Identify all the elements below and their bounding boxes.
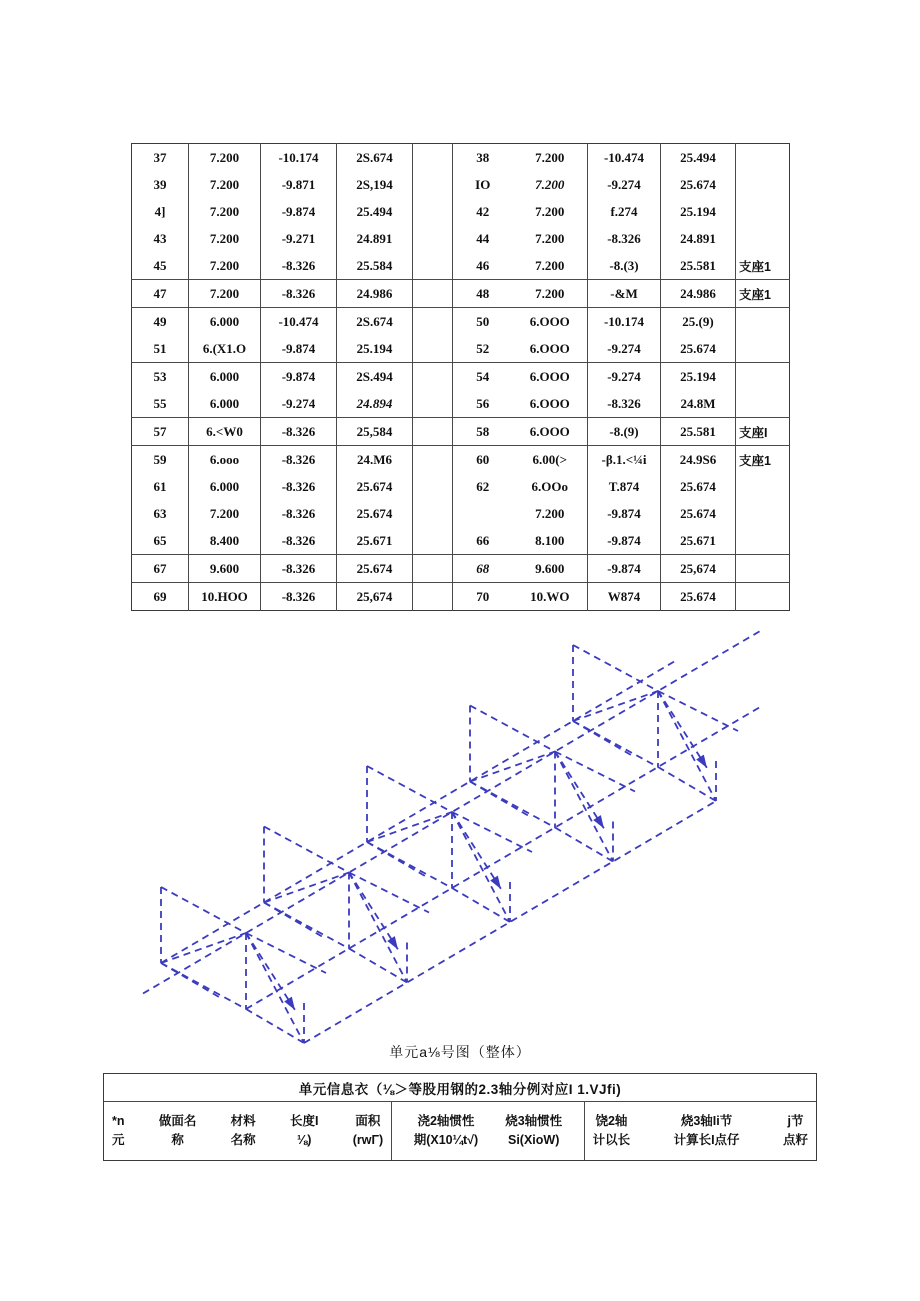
node-table-row <box>132 527 790 555</box>
node-coordinate-cell: 7.200 <box>535 230 565 246</box>
node-table-row <box>132 144 790 172</box>
support-label-cell <box>736 390 790 418</box>
node-coordinate-cell: 56 <box>453 390 513 418</box>
element-table-header-group <box>104 1102 391 1160</box>
node-coordinate-cell: -9.274 <box>261 390 337 418</box>
support-label-cell: 支座1 <box>736 280 790 308</box>
node-coordinate-cell: 52 <box>453 335 513 363</box>
node-coordinate-cell <box>413 555 453 583</box>
node-coordinate-cell: 24.M6 <box>337 446 413 474</box>
node-coordinate-cell: 66 <box>453 527 513 555</box>
node-coordinate-cell: 6.OOO <box>529 368 570 384</box>
element-table-header-item <box>112 1112 125 1150</box>
node-coordinate-cell: 2S,194 <box>337 171 413 198</box>
node-coordinate-cell: 25,674 <box>337 583 413 611</box>
element-table-header-item <box>353 1112 383 1150</box>
support-label-cell <box>736 583 790 611</box>
support-label-cell <box>736 363 790 391</box>
support-label-cell: 支座I <box>736 418 790 446</box>
node-table-row <box>132 308 790 336</box>
truss-line <box>349 949 407 983</box>
node-coordinate-cell <box>413 252 453 280</box>
node-coordinate-cell: 8.400 <box>189 527 261 555</box>
node-coordinate-cell: 7.200 <box>189 500 261 527</box>
node-coordinate-cell: 69 <box>153 588 167 604</box>
node-coordinate-cell <box>413 527 453 555</box>
node-coordinate-cell: -8.326 <box>588 390 661 418</box>
node-coordinate-cell: 25.674 <box>337 500 413 527</box>
node-table-row <box>132 500 790 527</box>
node-coordinate-cell <box>413 308 453 336</box>
node-coordinate-cell: -β.1.<¼i <box>588 446 661 474</box>
node-coordinate-cell: 6.000 <box>189 390 261 418</box>
node-coordinate-cell: 7.200 <box>513 252 588 280</box>
element-table-header-item <box>505 1112 562 1150</box>
node-coordinate-cell: 62 <box>453 473 513 500</box>
node-coordinate-cell <box>413 144 453 172</box>
node-coordinate-cell: -8.326 <box>261 500 337 527</box>
node-coordinate-cell: 48 <box>453 280 513 308</box>
node-coordinate-cell: 7.200 <box>189 225 261 252</box>
node-coordinate-cell: 24.9S6 <box>661 446 736 474</box>
truss-line <box>161 963 219 997</box>
node-coordinate-cell: 47 <box>132 280 189 308</box>
truss-line <box>452 888 510 922</box>
header-item-line: 材料 <box>230 1114 256 1129</box>
node-coordinate-cell: 67 <box>132 555 189 583</box>
node-coordinate-cell: -10.174 <box>588 308 661 336</box>
truss-line <box>452 812 510 922</box>
node-coordinate-cell <box>413 446 453 474</box>
node-coordinate-cell: 10.HOO <box>189 583 261 611</box>
node-coordinate-cell: 43 <box>153 230 167 246</box>
node-coordinate-table <box>131 143 790 611</box>
header-item-line: 烧3轴Ii节 <box>680 1114 733 1129</box>
node-coordinate-cell: 6.OOO <box>513 335 588 363</box>
node-coordinate-cell: 25.674 <box>661 500 736 527</box>
node-coordinate-cell: 63 <box>153 505 167 521</box>
node-coordinate-cell: -9.271 <box>261 225 337 252</box>
node-coordinate-cell: 25.194 <box>661 198 736 225</box>
node-coordinate-cell: 7.200 <box>513 280 588 308</box>
node-coordinate-cell: 25.581 <box>661 418 736 446</box>
node-coordinate-cell: 24.986 <box>337 280 413 308</box>
node-coordinate-cell <box>413 280 453 308</box>
node-coordinate-cell: 25.581 <box>661 252 736 280</box>
node-table-row <box>132 335 790 363</box>
node-table-row <box>132 225 790 252</box>
header-item-line: 浇2轴惯性 <box>417 1114 475 1129</box>
support-label-cell <box>736 171 790 198</box>
node-coordinate-cell: 6.(X1.O <box>189 335 261 363</box>
header-item-line: j节 <box>787 1114 804 1129</box>
support-label-cell <box>736 308 790 336</box>
node-coordinate-cell: 25.494 <box>661 144 736 172</box>
node-coordinate-cell <box>413 473 453 500</box>
truss-line <box>367 766 452 812</box>
node-table-row <box>132 555 790 583</box>
node-coordinate-cell: -9.874 <box>588 555 661 583</box>
node-coordinate-cell: 24.891 <box>661 225 736 252</box>
node-coordinate-cell: 7.200 <box>535 176 565 192</box>
node-coordinate-cell: 9.600 <box>513 555 588 583</box>
truss-line <box>452 812 532 852</box>
node-coordinate-cell: -8.(9) <box>588 418 661 446</box>
truss-line <box>264 827 349 873</box>
node-coordinate-cell: 2S.674 <box>337 144 413 172</box>
node-coordinate-cell: f.274 <box>588 198 661 225</box>
node-coordinate-cell: -9.874 <box>261 363 337 391</box>
truss-line <box>658 691 716 801</box>
element-table-header-group <box>391 1102 583 1160</box>
node-coordinate-cell: -8.326 <box>588 225 661 252</box>
truss-line <box>246 933 304 1043</box>
element-table-title: 单元信息衣（⅛＞等股用钢的2.3轴分例对应I 1.VJfi) <box>104 1074 816 1102</box>
support-label-cell <box>736 198 790 225</box>
element-table-header-item <box>593 1112 631 1150</box>
node-coordinate-cell: 53 <box>153 368 167 384</box>
element-table-header-item <box>674 1112 740 1150</box>
node-coordinate-cell: -9.274 <box>588 171 661 198</box>
header-item-line: 称 <box>171 1133 184 1147</box>
node-coordinate-cell: 25.674 <box>337 473 413 500</box>
element-table-header-group <box>584 1102 816 1160</box>
node-coordinate-cell: -8.326 <box>261 555 337 583</box>
node-coordinate-cell: 7.200 <box>189 171 261 198</box>
node-coordinate-cell: -9.874 <box>261 335 337 363</box>
node-coordinate-cell: 7.200 <box>535 505 565 521</box>
node-coordinate-cell: 10.WO <box>530 588 570 604</box>
element-info-table <box>103 1073 817 1161</box>
node-coordinate-cell <box>413 225 453 252</box>
header-item-line: 做面名 <box>158 1114 197 1129</box>
support-label-cell <box>736 335 790 363</box>
node-coordinate-cell: 25.671 <box>337 527 413 555</box>
node-coordinate-cell: 6.000 <box>189 308 261 336</box>
element-table-header-row <box>104 1102 816 1160</box>
truss-line <box>264 903 322 937</box>
node-coordinate-cell: 24.891 <box>337 225 413 252</box>
node-coordinate-cell: 6.000 <box>189 473 261 500</box>
node-coordinate-cell: 25.494 <box>337 198 413 225</box>
element-table-header-item <box>414 1112 479 1150</box>
support-label-cell <box>736 527 790 555</box>
node-coordinate-cell: 25.674 <box>661 335 736 363</box>
node-coordinate-cell: -8.(3) <box>588 252 661 280</box>
node-coordinate-cell: IO <box>453 171 513 198</box>
node-coordinate-cell: -9.871 <box>261 171 337 198</box>
node-table-row <box>132 171 790 198</box>
header-item-line: *n <box>112 1114 125 1129</box>
node-coordinate-cell: 39 <box>153 176 167 192</box>
node-coordinate-cell: -8.326 <box>261 252 337 280</box>
truss-line <box>573 645 658 691</box>
node-coordinate-cell: 9.600 <box>189 555 261 583</box>
node-coordinate-cell: 42 <box>453 198 513 225</box>
node-coordinate-cell: 7.200 <box>189 252 261 280</box>
truss-line <box>470 706 555 752</box>
header-item-line: 计算长I点仔 <box>673 1133 740 1147</box>
node-coordinate-cell: 25,674 <box>661 555 736 583</box>
truss-line <box>573 691 658 721</box>
node-coordinate-cell <box>413 363 453 391</box>
diagram-caption: 单元a⅛号图（整体） <box>389 1044 531 1060</box>
node-table-row <box>132 390 790 418</box>
truss-line <box>555 828 613 862</box>
support-label-cell <box>736 144 790 172</box>
node-coordinate-cell: 8.100 <box>513 527 588 555</box>
node-table-row <box>132 198 790 225</box>
element-table-header-item <box>231 1112 256 1150</box>
header-item-line: 期(X10¼t√) <box>413 1133 479 1147</box>
truss-line <box>367 842 425 876</box>
node-coordinate-cell: 25.674 <box>337 555 413 583</box>
node-coordinate-cell: 6.OOo <box>531 478 568 494</box>
node-coordinate-cell <box>413 418 453 446</box>
node-coordinate-cell: -8.326 <box>261 583 337 611</box>
truss-line <box>658 767 716 801</box>
header-item-line: Si(XioW) <box>507 1133 560 1147</box>
node-table-row <box>132 473 790 500</box>
node-coordinate-cell: 6.00(> <box>532 451 567 467</box>
node-coordinate-cell: 2S.674 <box>337 308 413 336</box>
node-table-row <box>132 280 790 308</box>
header-item-line: 元 <box>112 1133 125 1147</box>
node-coordinate-cell: 4] <box>154 203 166 219</box>
node-coordinate-cell: -10.174 <box>261 144 337 172</box>
header-item-line: 饶2轴 <box>595 1114 628 1129</box>
truss-line <box>246 1009 304 1043</box>
node-coordinate-cell: -9.874 <box>588 527 661 555</box>
node-coordinate-cell: -8.326 <box>261 473 337 500</box>
support-label-cell: 支座1 <box>736 446 790 474</box>
node-coordinate-cell: 7.200 <box>535 203 565 219</box>
header-item-line: 面积 <box>355 1114 381 1129</box>
truss-line <box>246 933 326 973</box>
node-coordinate-cell: 54 <box>453 363 513 391</box>
node-coordinate-cell: 24.986 <box>661 280 736 308</box>
node-coordinate-cell: 25.671 <box>661 527 736 555</box>
node-coordinate-cell: 25.674 <box>661 583 736 611</box>
node-table-row <box>132 446 790 474</box>
node-coordinate-cell: 25.674 <box>661 171 736 198</box>
node-coordinate-cell: -10.474 <box>588 144 661 172</box>
element-table-header-item <box>290 1112 318 1150</box>
node-table-row <box>132 418 790 446</box>
node-coordinate-cell: 61 <box>153 478 167 494</box>
support-label-cell <box>736 555 790 583</box>
support-label-cell <box>736 225 790 252</box>
truss-line <box>555 752 613 862</box>
header-item-line: (rwΓ) <box>352 1133 384 1147</box>
node-coordinate-cell: 38 <box>453 144 513 172</box>
node-coordinate-cell: 24.8M <box>661 390 736 418</box>
truss-line <box>349 873 429 913</box>
node-coordinate-cell: 55 <box>132 390 189 418</box>
node-coordinate-cell: 46 <box>453 252 513 280</box>
node-coordinate-cell <box>413 390 453 418</box>
element-table-header-item <box>159 1112 197 1150</box>
node-coordinate-cell: T.874 <box>588 473 661 500</box>
support-label-cell: 支座1 <box>736 252 790 280</box>
truss-line <box>470 752 555 782</box>
node-table-row <box>132 252 790 280</box>
node-coordinate-cell: 58 <box>453 418 513 446</box>
node-coordinate-cell: -9.874 <box>588 500 661 527</box>
node-coordinate-cell: 25.584 <box>337 252 413 280</box>
node-coordinate-cell: 7.200 <box>535 149 565 165</box>
node-coordinate-cell <box>413 335 453 363</box>
node-table-row <box>132 363 790 391</box>
node-coordinate-cell <box>413 500 453 527</box>
node-coordinate-cell: 44 <box>453 225 513 252</box>
truss-line <box>349 873 407 983</box>
truss-line <box>161 887 246 933</box>
node-coordinate-cell: 25.(9) <box>661 308 736 336</box>
node-coordinate-cell: 7.200 <box>189 144 261 172</box>
node-coordinate-cell: 6.OOO <box>513 390 588 418</box>
node-coordinate-cell: 45 <box>132 252 189 280</box>
node-coordinate-cell: 6.OOO <box>529 313 570 329</box>
truss-line <box>161 661 676 964</box>
truss-wireframe-diagram <box>130 628 790 1070</box>
node-coordinate-cell: -8.326 <box>261 527 337 555</box>
support-label-cell <box>736 473 790 500</box>
node-coordinate-cell <box>413 583 453 611</box>
truss-line <box>555 752 635 792</box>
header-item-line: 计以长 <box>592 1133 631 1147</box>
truss-line <box>470 782 528 816</box>
header-item-line: 长度I <box>289 1114 319 1129</box>
node-coordinate-cell: 59 <box>153 451 167 467</box>
node-coordinate-cell: 25.194 <box>661 363 736 391</box>
node-coordinate-cell: W874 <box>588 583 661 611</box>
node-coordinate-cell: -9.274 <box>588 363 661 391</box>
node-coordinate-cell <box>413 171 453 198</box>
node-coordinate-cell: -8.326 <box>261 446 337 474</box>
node-coordinate-cell: 2S.494 <box>337 363 413 391</box>
node-coordinate-cell: 25,584 <box>337 418 413 446</box>
node-coordinate-cell: 7.200 <box>189 280 261 308</box>
header-item-line: 点籽 <box>782 1133 808 1147</box>
node-coordinate-cell: -9.874 <box>261 198 337 225</box>
node-coordinate-cell: -8.326 <box>261 280 337 308</box>
node-coordinate-cell: 65 <box>132 527 189 555</box>
truss-line <box>573 721 631 755</box>
header-item-line: 名称 <box>230 1133 256 1147</box>
node-coordinate-cell: 37 <box>153 149 167 165</box>
node-coordinate-cell <box>413 198 453 225</box>
truss-line <box>658 691 738 731</box>
header-item-line: ⅛) <box>296 1133 312 1147</box>
node-coordinate-cell: 25.674 <box>661 473 736 500</box>
node-coordinate-cell: 51 <box>132 335 189 363</box>
node-coordinate-cell: 7.200 <box>189 198 261 225</box>
node-coordinate-cell: 50 <box>453 308 513 336</box>
node-coordinate-cell: 25.194 <box>337 335 413 363</box>
header-item-line: 烧3轴惯性 <box>505 1114 563 1129</box>
support-label-cell <box>736 500 790 527</box>
node-coordinate-cell: 68 <box>453 555 513 583</box>
node-coordinate-cell: 6.<W0 <box>189 418 261 446</box>
node-coordinate-cell: -10.474 <box>261 308 337 336</box>
node-coordinate-cell: -&M <box>588 280 661 308</box>
node-coordinate-cell <box>453 500 513 527</box>
node-coordinate-cell: 49 <box>153 313 167 329</box>
node-coordinate-cell: 60 <box>453 446 513 474</box>
node-table-row <box>132 583 790 611</box>
node-coordinate-cell: -8.326 <box>261 418 337 446</box>
node-coordinate-cell: 57 <box>132 418 189 446</box>
node-coordinate-cell: 6.000 <box>189 363 261 391</box>
node-coordinate-cell: 70 <box>453 583 513 611</box>
node-coordinate-cell: -9.274 <box>588 335 661 363</box>
node-coordinate-cell: 6.ooo <box>189 446 261 474</box>
node-coordinate-cell: 24.894 <box>337 390 413 418</box>
element-table-header-item <box>783 1112 808 1150</box>
node-coordinate-cell: 6.OOO <box>513 418 588 446</box>
